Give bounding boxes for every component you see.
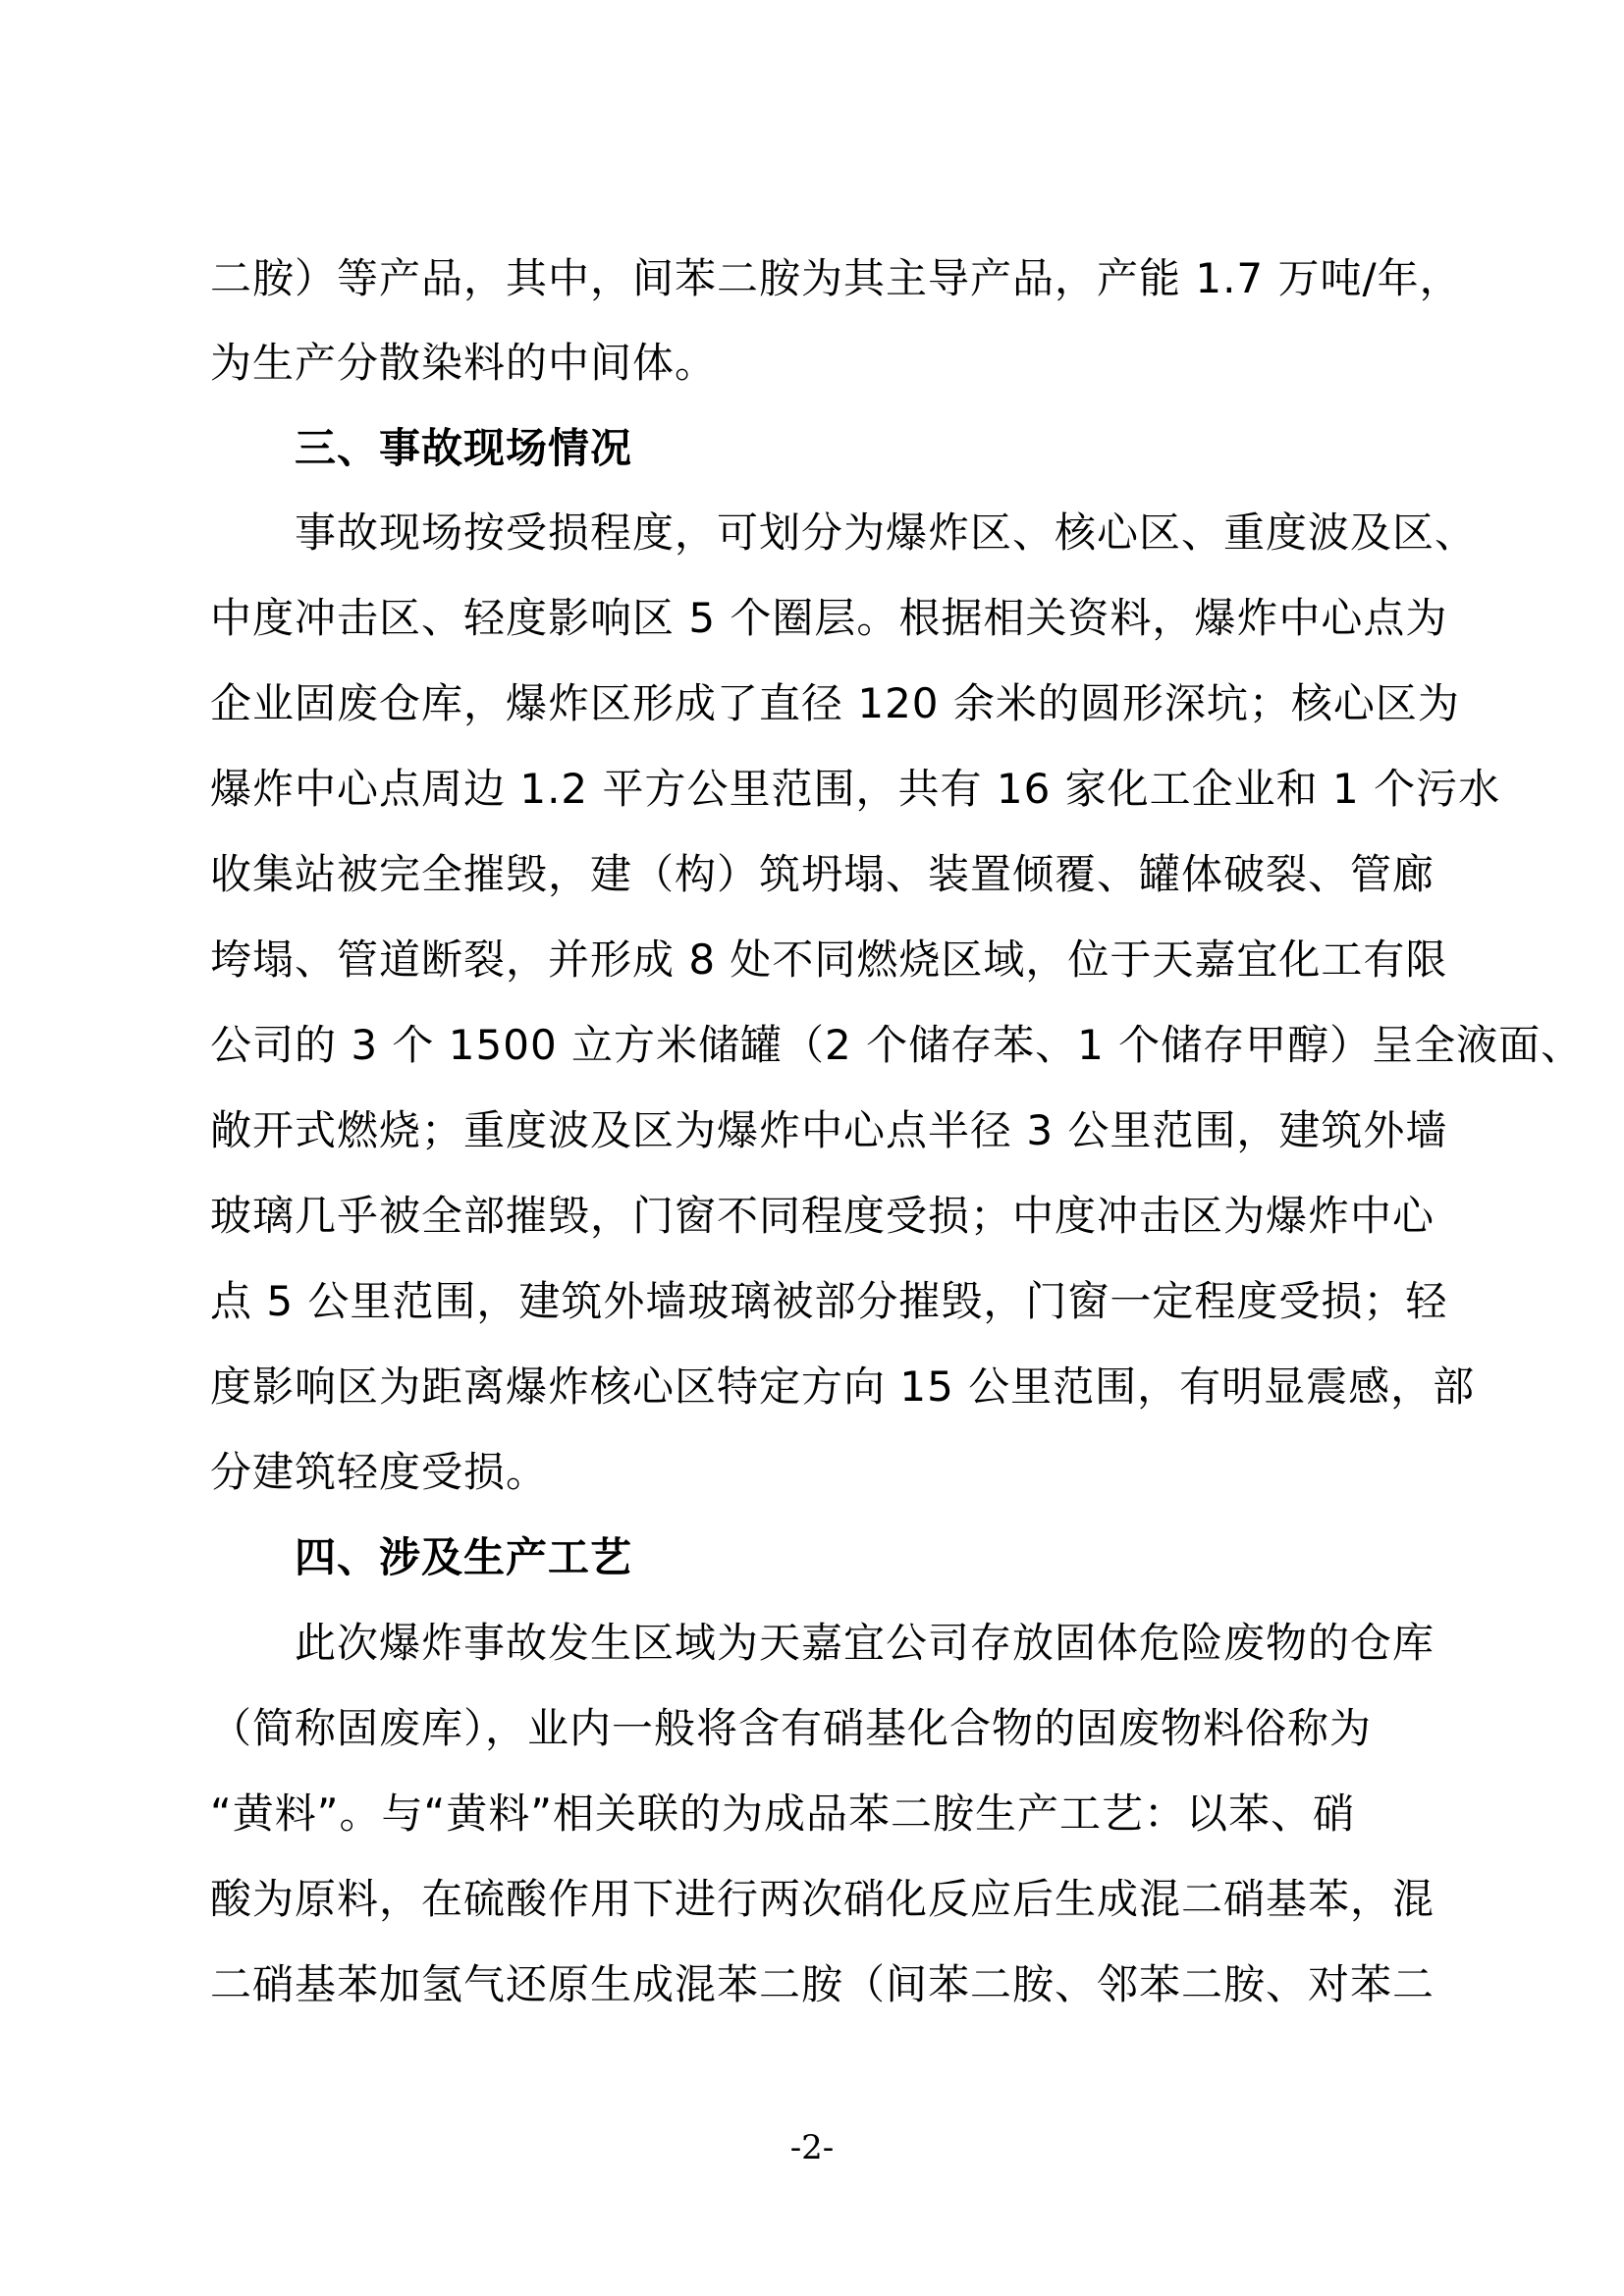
body-text-line: 为生产分散染料的中间体。 (210, 339, 718, 387)
body-text-line: 点 5 公里范围，建筑外墙玻璃被部分摧毁，门窗一定程度受损；轻 (210, 1277, 1448, 1325)
body-text-line: 收集站被完全摧毁，建（构）筑坍塌、装置倾覆、罐体破裂、管廊 (210, 850, 1435, 898)
body-text-line: 敞开式燃烧；重度波及区为爆炸中心点半径 3 公里范围，建筑外墙 (210, 1106, 1448, 1154)
body-text-line: 中度冲击区、轻度影响区 5 个圈层。根据相关资料，爆炸中心点为 (210, 594, 1448, 642)
section-heading: 四、涉及生产工艺 (295, 1533, 633, 1581)
body-text-line: 此次爆炸事故发生区域为天嘉宜公司存放固体危险废物的仓库 (295, 1619, 1435, 1667)
section-heading: 三、事故现场情况 (295, 424, 633, 472)
body-text-line: 分建筑轻度受损。 (210, 1448, 549, 1496)
body-text-line: 度影响区为距离爆炸核心区特定方向 15 公里范围，有明显震感，部 (210, 1362, 1476, 1411)
body-text-line: 事故现场按受损程度，可划分为爆炸区、核心区、重度波及区、 (295, 508, 1478, 557)
body-text-line: 玻璃几乎被全部摧毁，门窗不同程度受损；中度冲击区为爆炸中心 (210, 1192, 1435, 1240)
body-text-line: 公司的 3 个 1500 立方米储罐（2 个储存苯、1 个储存甲醇）呈全液面、 (210, 1021, 1584, 1069)
body-text-line: 企业固废仓库，爆炸区形成了直径 120 余米的圆形深坑；核心区为 (210, 679, 1460, 727)
body-text-line: “黄料”。与“黄料”相关联的为成品苯二胺生产工艺：以苯、硝 (210, 1789, 1356, 1838)
body-text-line: 爆炸中心点周边 1.2 平方公里范围，共有 16 家化工企业和 1 个污水 (210, 765, 1501, 813)
page-number: -2- (789, 2128, 835, 2167)
body-text-line: 二硝基苯加氢气还原生成混苯二胺（间苯二胺、邻苯二胺、对苯二 (210, 1960, 1435, 2008)
body-text-line: 酸为原料，在硫酸作用下进行两次硝化反应后生成混二硝基苯，混 (210, 1875, 1435, 1923)
body-text-line: 二胺）等产品，其中，间苯二胺为其主导产品，产能 1.7 万吨/年， (210, 254, 1462, 302)
body-text-line: 垮塌、管道断裂，并形成 8 处不同燃烧区域，位于天嘉宜化工有限 (210, 935, 1448, 984)
body-text-line: （简称固废库），业内一般将含有硝基化合物的固废物料俗称为 (210, 1704, 1373, 1752)
